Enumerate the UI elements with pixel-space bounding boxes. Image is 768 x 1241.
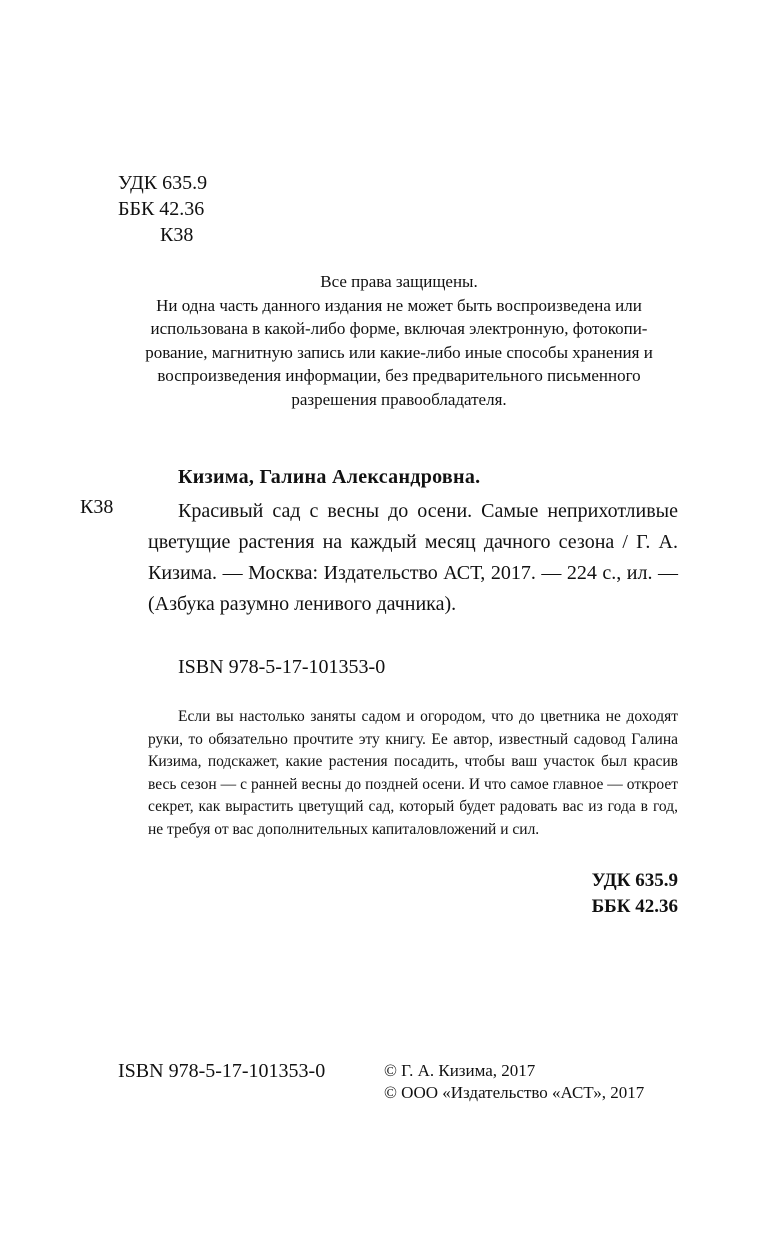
copyright-block	[384, 1060, 644, 1104]
classification-codes	[118, 170, 207, 248]
annotation	[148, 706, 678, 841]
rights-line: Ни одна часть данного издания не может быть воспроизведена или	[156, 295, 642, 315]
bibliographic-description	[148, 496, 678, 620]
footer-isbn: ISBN 978-5-17-101353-0	[118, 1060, 326, 1082]
copyright-author: © Г. А. Кизима, 2017	[384, 1061, 536, 1080]
author-mark: К38	[160, 224, 194, 246]
entry-author-mark: К38	[80, 496, 114, 518]
bbk-code: ББК 42.36	[118, 198, 205, 220]
copyright-publisher: © ООО «Издательство «АСТ», 2017	[384, 1083, 645, 1102]
rights-line: воспроизведения информации, без предварительного письменного	[157, 366, 641, 385]
rights-notice	[118, 270, 680, 411]
rights-line: разрешения правообладателя.	[291, 389, 507, 409]
rights-line: рование, магнитную запись или какие-либо иные способы хранения и	[145, 342, 653, 362]
rights-line: использована в какой-либо форме, включая электронную, фотокопи-	[150, 319, 648, 338]
bbk-code: ББК 42.36	[591, 896, 678, 917]
classification-codes-right	[592, 868, 678, 920]
udk-code: УДК 635.9	[118, 172, 208, 194]
udk-code: УДК 635.9	[591, 870, 678, 891]
description-text: Красивый сад с весны до осени. Самые неприхотливые цветущие растения на каждый месяц дачного сезона / Г. А. Кизима. — Москва: Издательство АСТ, 2017. — 224 с., ил. — (Азбука разумно ленивого дачника).	[148, 500, 678, 615]
entry-isbn: ISBN 978-5-17-101353-0	[178, 656, 386, 678]
author-heading: Кизима, Галина Александровна.	[178, 466, 481, 488]
annotation-text: Если вы настолько заняты садом и огородом, что до цветника не доходят руки, то обязательно прочтите эту книгу. Ее автор, известный садовод Галина Кизима, подскажет, какие растения посадить, чтобы ваш участок был красив весь сезон — с ранней весны до поздней осени. И что самое главное — откроет секрет, как вырастить цветущий сад, который будет радовать вас из года в год, не требуя от вас дополнительных капиталовложений и сил.	[148, 708, 678, 838]
rights-line: Все права защищены.	[320, 272, 478, 291]
